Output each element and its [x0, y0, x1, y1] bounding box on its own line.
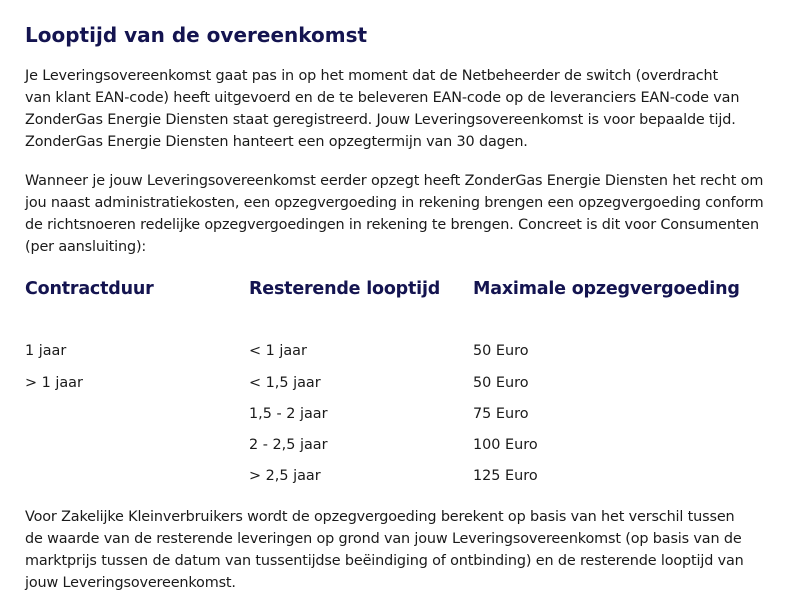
- header-resterende-looptijd: Resterende looptijd: [249, 279, 441, 299]
- cell-looptijd: < 1 jaar: [249, 343, 307, 359]
- paragraph-early-termination: [25, 170, 765, 258]
- paragraph-line: ZonderGas Energie Diensten staat geregistreerd. Jouw Leveringsovereenkomst is voor bepaalde tijd.: [25, 112, 736, 128]
- paragraph-start-agreement: [25, 65, 765, 153]
- paragraph-line: Voor Zakelijke Kleinverbruikers wordt de opzegvergoeding berekent op basis van het verschil tussen: [25, 509, 735, 525]
- cell-looptijd: > 2,5 jaar: [249, 468, 321, 484]
- paragraph-line: de richtsnoeren redelijke opzegvergoedingen in rekening te brengen. Concreet is dit voor Consumenten: [25, 217, 759, 233]
- header-maximale-opzegvergoeding: Maximale opzegvergoeding: [473, 279, 740, 299]
- paragraph-line: Je Leveringsovereenkomst gaat pas in op het moment dat de Netbeheerder de switch (overdracht: [25, 68, 718, 84]
- header-contractduur: Contractduur: [25, 279, 154, 299]
- paragraph-line: van klant EAN-code) heeft uitgevoerd en de te beleveren EAN-code op de leveranciers EAN-code van: [25, 90, 740, 106]
- paragraph-line: jouw Leveringsovereenkomst.: [25, 575, 236, 591]
- paragraph-business-customers: [25, 506, 744, 594]
- paragraph-line: (per aansluiting):: [25, 239, 147, 255]
- cell-contractduur: > 1 jaar: [25, 375, 83, 391]
- paragraph-line: marktprijs tussen de datum van tussentijdse beëindiging of ontbinding) en de resterende looptijd van: [25, 553, 744, 569]
- paragraph-line: de waarde van de resterende leveringen op grond van jouw Leveringsovereenkomst (op basis van de: [25, 531, 742, 547]
- paragraph-line: jou naast administratiekosten, een opzegvergoeding in rekening brengen een opzegvergoeding conform: [25, 195, 764, 211]
- article-content: [25, 22, 765, 591]
- cell-vergoeding: 75 Euro: [473, 406, 529, 422]
- cell-vergoeding: 50 Euro: [473, 343, 529, 359]
- cell-looptijd: < 1,5 jaar: [249, 375, 321, 391]
- paragraph-line: Wanneer je jouw Leveringsovereenkomst eerder opzegt heeft ZonderGas Energie Diensten het recht om: [25, 173, 764, 189]
- page-title: Looptijd van de overeenkomst: [25, 23, 368, 47]
- cell-looptijd: 1,5 - 2 jaar: [249, 406, 328, 422]
- cell-contractduur: 1 jaar: [25, 343, 67, 359]
- paragraph-line: ZonderGas Energie Diensten hanteert een opzegtermijn van 30 dagen.: [25, 134, 528, 150]
- cell-vergoeding: 100 Euro: [473, 437, 538, 453]
- cell-looptijd: 2 - 2,5 jaar: [249, 437, 328, 453]
- cell-vergoeding: 125 Euro: [473, 468, 538, 484]
- cell-vergoeding: 50 Euro: [473, 375, 529, 391]
